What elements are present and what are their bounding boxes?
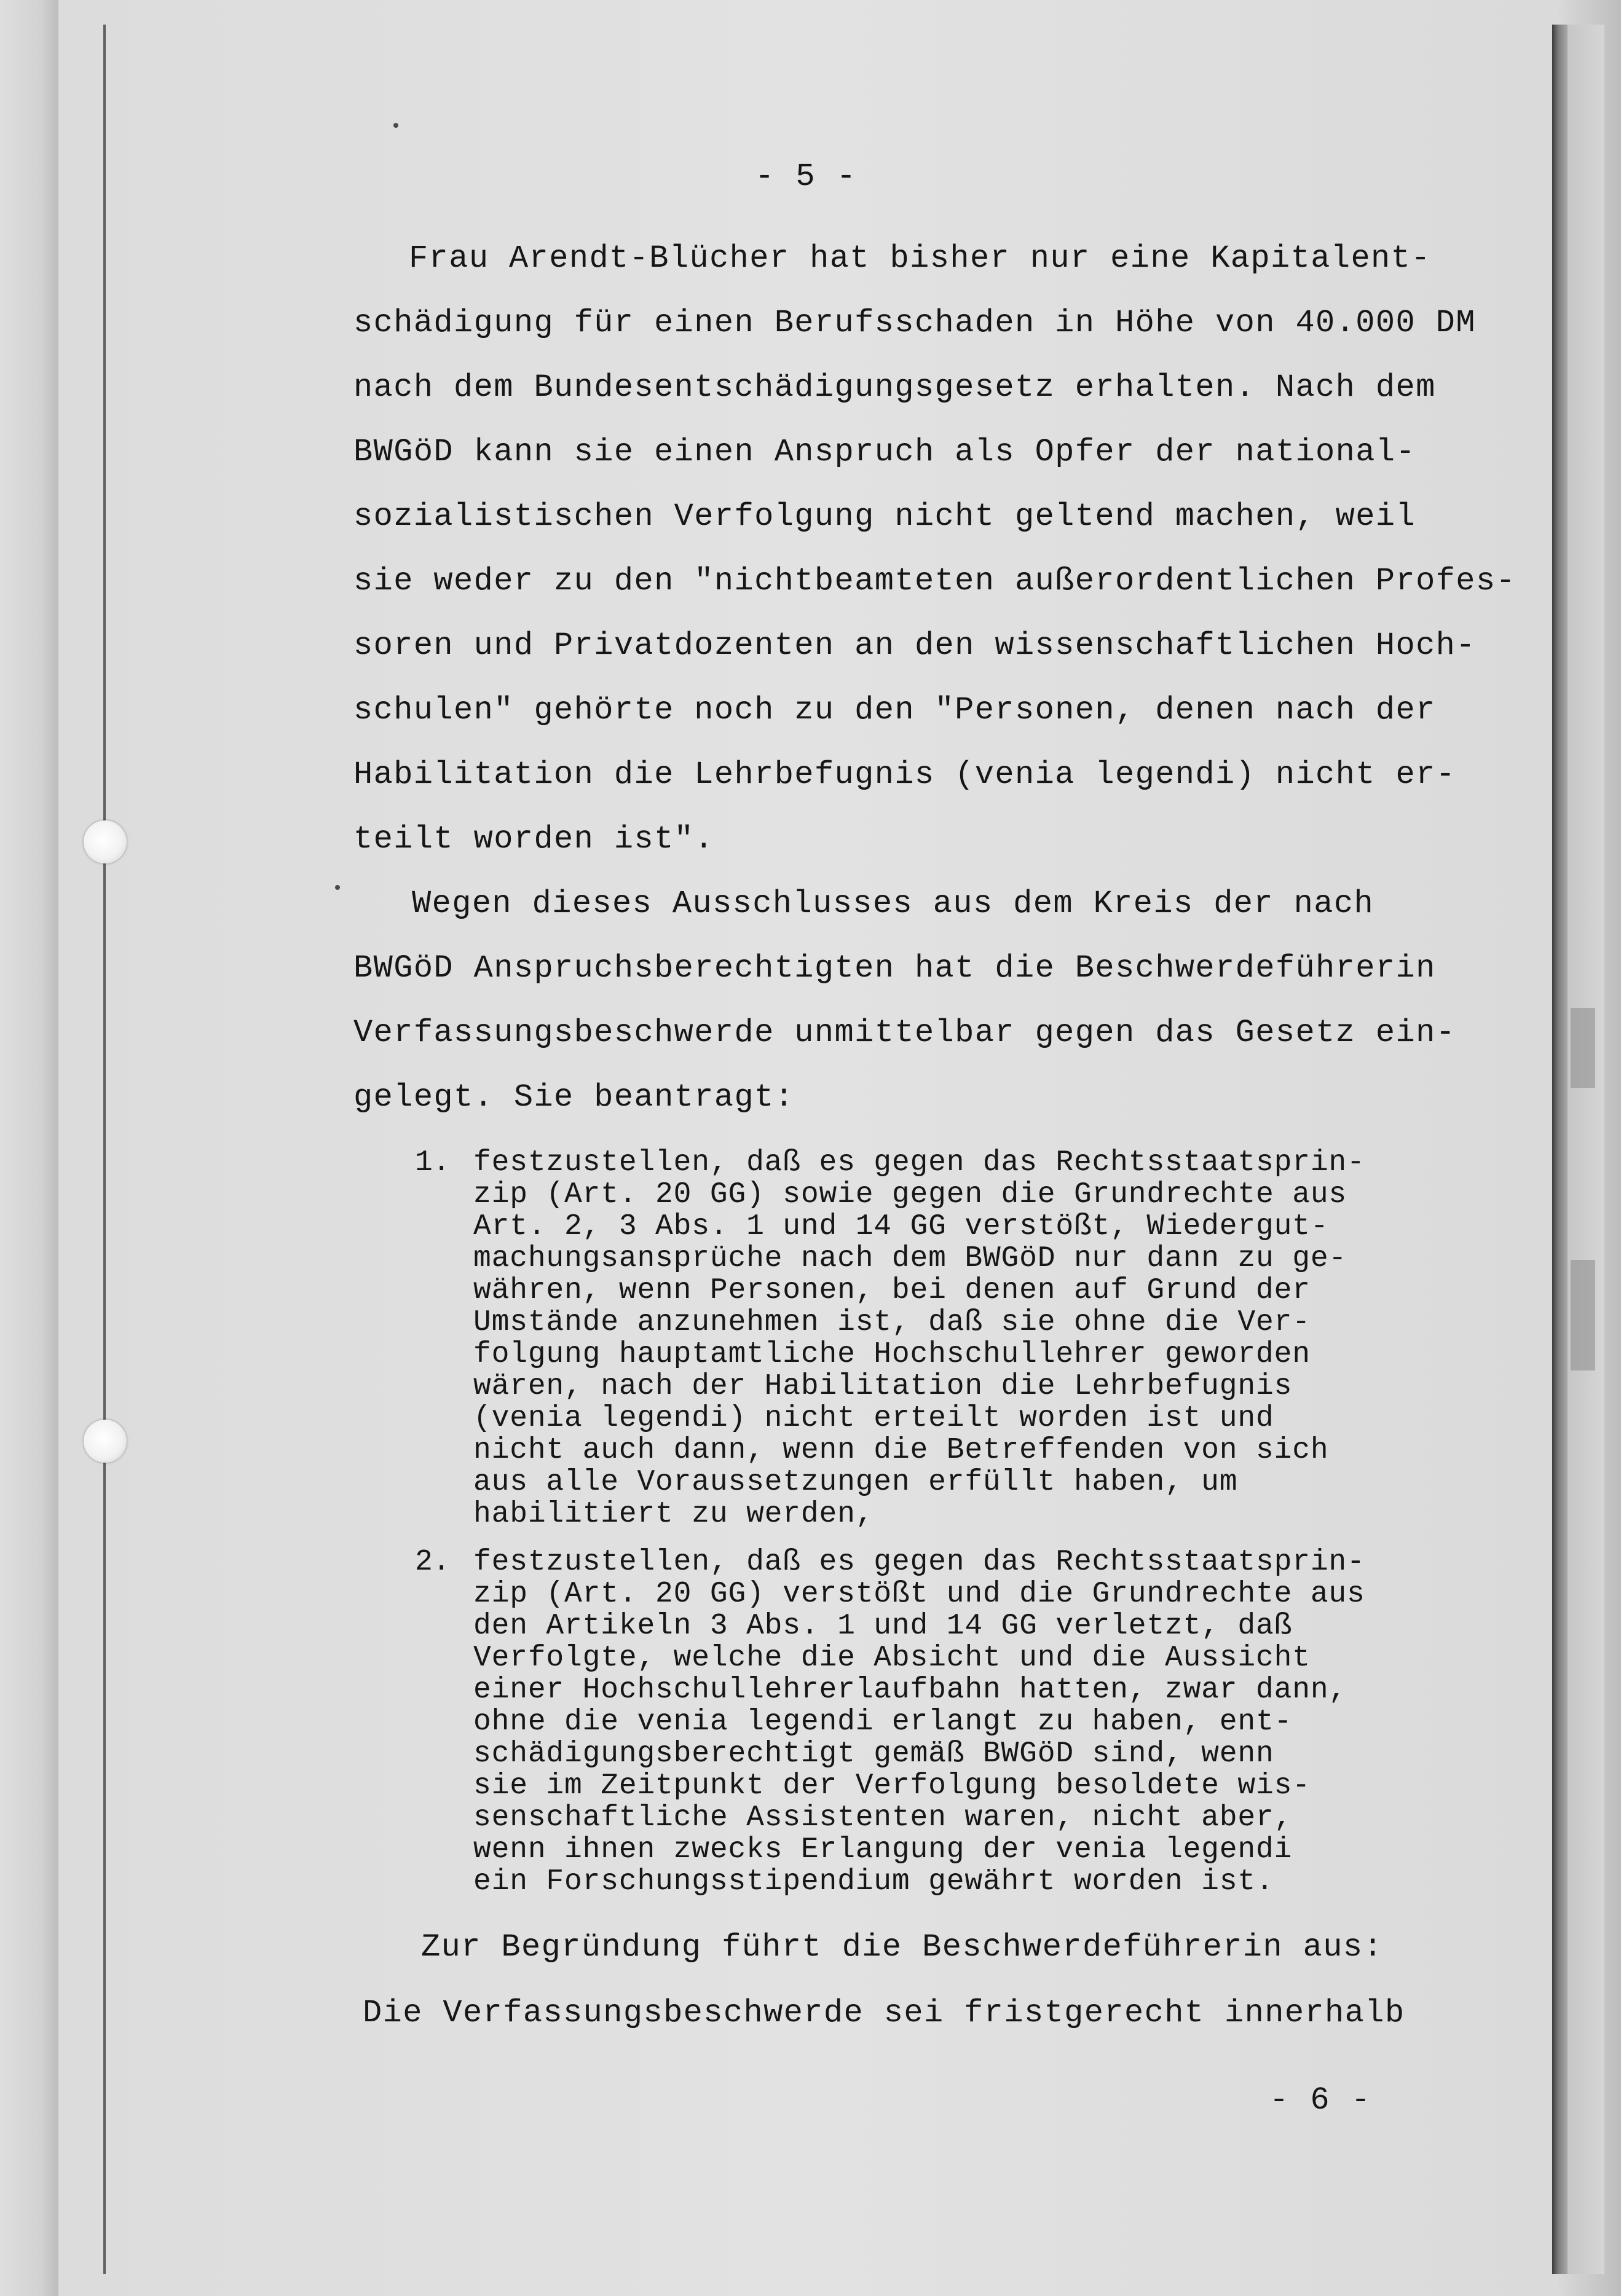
list-item-line: sie im Zeitpunkt der Verfolgung besoldete wis- (473, 1769, 1311, 1803)
paragraph-line: BWGöD Anspruchsberechtigten hat die Beschwerdeführerin (353, 950, 1436, 986)
paragraph-line: teilt worden ist". (353, 821, 714, 857)
paragraph-line: sozialistischen Verfolgung nicht geltend machen, weil (353, 498, 1416, 535)
paragraph-line: Die Verfassungsbeschwerde sei fristgerecht innerhalb (363, 1995, 1405, 2031)
list-item-line: schädigungsberechtigt gemäß BWGöD sind, wenn (473, 1737, 1274, 1771)
page-number: - 5 - (755, 159, 858, 195)
paragraph-line: Verfassungsbeschwerde unmittelbar gegen das Gesetz ein- (353, 1015, 1456, 1051)
paragraph-line: Zur Begründung führt die Beschwerdeführerin aus: (421, 1929, 1384, 1965)
list-item-number: 1. (415, 1146, 451, 1179)
paragraph-line: Wegen dieses Ausschlusses aus dem Kreis der nach (412, 886, 1374, 922)
list-item-line: wären, nach der Habilitation die Lehrbefugnis (473, 1370, 1293, 1403)
list-item-line: ein Forschungsstipendium gewährt worden ist. (473, 1865, 1274, 1898)
list-item-line: festzustellen, daß es gegen das Rechtsstaatsprin- (473, 1546, 1365, 1579)
backing-sheet-mark (1571, 1260, 1595, 1370)
paper-left-margin (0, 0, 58, 2296)
list-item-line: währen, wenn Personen, bei denen auf Grund der (473, 1274, 1311, 1307)
list-item-line: Verfolgte, welche die Absicht und die Aussicht (473, 1641, 1311, 1675)
backing-sheet-mark (1571, 1008, 1595, 1088)
backing-sheet (1568, 25, 1604, 2274)
list-item-line: Art. 2, 3 Abs. 1 und 14 GG verstößt, Wiedergut- (473, 1210, 1329, 1243)
paragraph-line: nach dem Bundesentschädigungsgesetz erhalten. Nach dem (353, 369, 1436, 406)
next-page-indicator: - 6 - (1269, 2082, 1372, 2118)
list-item-line: einer Hochschullehrerlaufbahn hatten, zwar dann, (473, 1673, 1347, 1707)
list-item-line: senschaftliche Assistenten waren, nicht aber, (473, 1801, 1293, 1834)
list-item-line: habilitiert zu werden, (473, 1498, 874, 1531)
list-item-number: 2. (415, 1546, 451, 1579)
paragraph-line: schulen" gehörte noch zu den "Personen, denen nach der (353, 692, 1436, 728)
list-item-line: (venia legendi) nicht erteilt worden ist und (473, 1402, 1274, 1435)
list-item-line: Umstände anzunehmen ist, daß sie ohne die Ver- (473, 1306, 1311, 1339)
paragraph-line: soren und Privatdozenten an den wissenschaftlichen Hoch- (353, 627, 1476, 664)
list-item-line: wenn ihnen zwecks Erlangung der venia legendi (473, 1833, 1293, 1866)
paragraph-line: sie weder zu den "nichtbeamteten außerordentlichen Profes- (353, 563, 1516, 599)
paragraph-line: gelegt. Sie beantragt: (353, 1079, 795, 1115)
list-item-line: aus alle Voraussetzungen erfüllt haben, um (473, 1466, 1238, 1499)
paper-right-edge (1552, 25, 1568, 2274)
paragraph-line: schädigung für einen Berufsschaden in Höhe von 40.000 DM (353, 305, 1476, 341)
list-item-line: den Artikeln 3 Abs. 1 und 14 GG verletzt, daß (473, 1610, 1293, 1643)
list-item-line: machungsansprüche nach dem BWGöD nur dann zu ge- (473, 1242, 1347, 1275)
list-item-line: nicht auch dann, wenn die Betreffenden von sich (473, 1434, 1329, 1467)
paper-fold-line (103, 25, 106, 2274)
list-item-line: ohne die venia legendi erlangt zu haben, ent- (473, 1705, 1293, 1739)
paragraph-line: Habilitation die Lehrbefugnis (venia legendi) nicht er- (353, 757, 1456, 793)
list-item-line: festzustellen, daß es gegen das Rechtsstaatsprin- (473, 1146, 1365, 1179)
punch-hole (84, 820, 127, 863)
list-item-line: zip (Art. 20 GG) verstößt und die Grundrechte aus (473, 1578, 1365, 1611)
punch-hole (84, 1420, 127, 1463)
list-item-line: zip (Art. 20 GG) sowie gegen die Grundrechte aus (473, 1178, 1347, 1211)
paragraph-line: Frau Arendt-Blücher hat bisher nur eine Kapitalent- (409, 240, 1431, 277)
paper-speck (335, 885, 340, 890)
paper-speck (393, 123, 398, 128)
list-item-line: folgung hauptamtliche Hochschullehrer geworden (473, 1338, 1311, 1371)
paragraph-line: BWGöD kann sie einen Anspruch als Opfer der national- (353, 434, 1416, 470)
